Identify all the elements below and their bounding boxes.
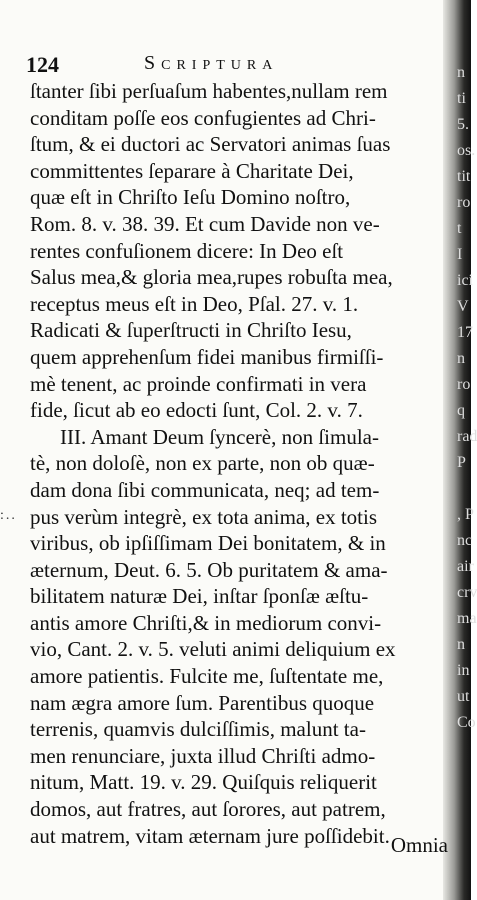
text-line: pus verùm integrè, ex tota anima, ex totis	[30, 504, 377, 529]
text-line: quæ eſt in Chriſto Ieſu Domino noſtro,	[30, 185, 351, 210]
facing-page-fragment: 17	[457, 324, 473, 341]
facing-page-fragment: ut	[457, 688, 470, 705]
facing-page-fragment: n	[457, 636, 465, 653]
text-line: antis amore Chriſti,& in mediorum convi-	[30, 610, 382, 635]
text-line: domos, aut fratres, aut ſorores, aut patrem,	[30, 797, 386, 822]
facing-page-fragment: , P	[457, 506, 474, 523]
text-line: mè tenent, ac proinde confirmati in vera	[30, 371, 367, 396]
text-line: quem apprehenſum fidei manibus firmiſſi-	[30, 344, 384, 369]
facing-page-fragment: rad	[457, 428, 477, 445]
text-line: ſtanter ſibi perſuaſum habentes,nullam rem	[30, 79, 388, 103]
text-line: nam ægra amore ſum. Parentibus quoque	[30, 690, 375, 715]
facing-page-fragment: n	[457, 350, 465, 367]
page-header	[26, 52, 446, 78]
facing-page-fragment: n	[457, 64, 465, 81]
text-line: rentes confuſionem dicere: In Deo eſt	[30, 238, 344, 263]
text-line: Salus mea,& gloria mea,rupes robuſta mea,	[30, 265, 393, 290]
text-line: aut matrem, vitam æternam jure poſſidebit.	[30, 823, 390, 848]
text-line: conditam poſſe eos confugientes ad Chri-	[30, 105, 376, 130]
facing-page-fragment: I	[457, 246, 463, 263]
page-number: 124	[26, 52, 59, 77]
facing-page-fragment: q	[457, 402, 465, 419]
text-line: bilitatem naturæ Dei, inſtar ſponſæ æſtu-	[30, 584, 369, 609]
text-line: nitum, Matt. 19. v. 29. Quiſquis reliquerit	[30, 770, 377, 795]
text-line: amore patientis. Fulcite me, ſuſtentate me,	[30, 664, 384, 689]
running-head: Scriptura	[144, 52, 279, 74]
facing-page-fragment: ro	[457, 194, 471, 211]
text-line: receptus meus eſt in Deo, Pſal. 27. v. 1.	[30, 291, 359, 316]
text-line: men renunciare, juxta illud Chriſti admo-	[30, 743, 376, 768]
facing-page-fragment: t	[457, 220, 462, 237]
text-line: ſtum, & ei ductori ac Servatori animas ſuas	[30, 132, 391, 157]
catchword-row	[30, 832, 448, 858]
text-line: Radicati & ſuperſtructi in Chriſto Iesu,	[30, 318, 352, 343]
facing-page-fragment: crv	[457, 584, 477, 601]
facing-page-fragment: air	[457, 558, 474, 575]
facing-page-fragment: os.	[457, 142, 476, 159]
text-line: Rom. 8. v. 38. 39. Et cum Davide non ve-	[30, 211, 380, 236]
text-line: vio, Cant. 2. v. 5. veluti animi deliquium ex	[30, 637, 396, 662]
facing-page-fragment: ti	[457, 90, 466, 107]
text-line: terrenis, quamvis dulciſſimis, malunt ta-	[30, 717, 366, 742]
text-line: dam dona ſibi communicata, neq; ad tem-	[30, 477, 380, 502]
facing-page-fragments	[457, 60, 477, 820]
text-line: III. Amant Deum ſyncerè, non ſimula-	[60, 424, 379, 449]
text-line: tè, non doloſè, non ex parte, non ob quæ-	[30, 451, 375, 476]
facing-page-fragment: ma	[457, 610, 477, 627]
facing-page-fragment: ro	[457, 376, 471, 393]
facing-page-fragment: 5.	[457, 116, 469, 133]
main-text-block	[30, 78, 448, 849]
facing-page-fragment: ici	[457, 272, 473, 289]
facing-page-fragment: nc	[457, 532, 473, 549]
margin-mark: :..	[0, 508, 17, 523]
text-line: viribus, ob ipſiſſimam Dei bonitatem, & in	[30, 531, 386, 556]
facing-page-fragment: in	[457, 662, 470, 679]
facing-page-fragment: V	[457, 298, 469, 315]
facing-page-fragment: P	[457, 454, 466, 471]
text-line: committentes ſeparare à Charitate Dei,	[30, 158, 354, 183]
facing-page-fragment	[457, 476, 471, 502]
facing-page-fragment	[457, 736, 471, 762]
facing-page-fragment: tit	[457, 168, 471, 185]
facing-page-fragment: Co	[457, 714, 476, 731]
text-line: æternum, Deut. 6. 5. Ob puritatem & ama-	[30, 557, 388, 582]
text-line: fide, ſicut ab eo edocti ſunt, Col. 2. v. 7.	[30, 398, 363, 423]
catchword: Omnia	[390, 833, 448, 857]
